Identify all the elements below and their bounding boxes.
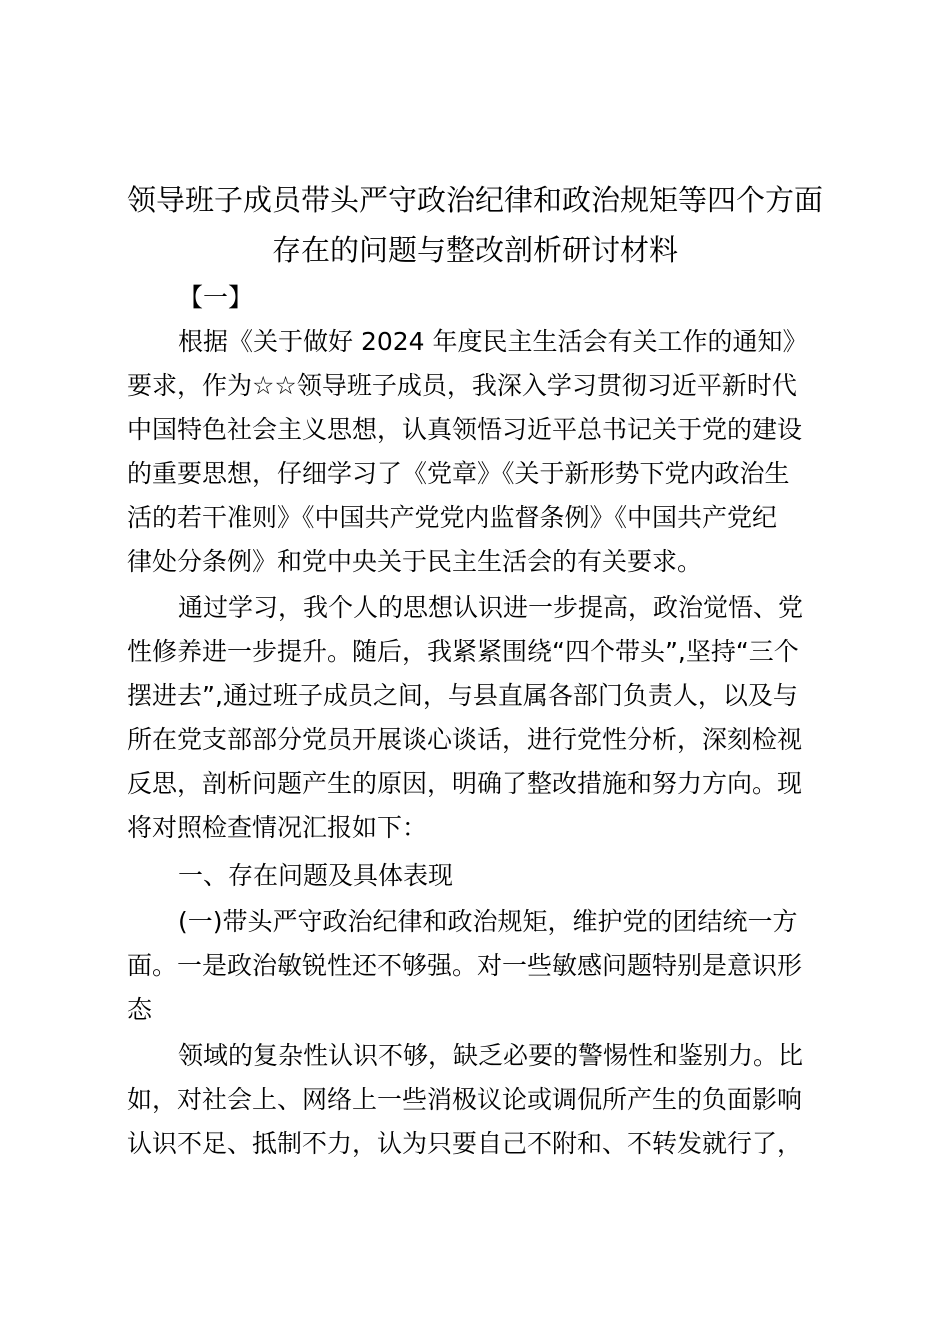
paragraph-line: 面。一是政治敏锐性还不够强。对一些敏感问题特别是意识形: [127, 951, 803, 980]
paragraph-line: 反思，剖析问题产生的原因，明确了整改措施和努力方向。现: [127, 769, 803, 798]
section-heading: 一、存在问题及具体表现: [178, 861, 454, 890]
paragraph-line: 所在党支部部分党员开展谈心谈话，进行党性分析，深刻检视: [127, 725, 803, 754]
paragraph-line: 摆进去”,通过班子成员之间，与县直属各部门负责人，以及与: [127, 681, 798, 710]
paragraph-line: 通过学习，我个人的思想认识进一步提高，政治觉悟、党: [178, 593, 804, 622]
document-title-line-2: 存在的问题与整改剖析研讨材料: [271, 233, 678, 267]
paragraph-line: 如，对社会上、网络上一些消极议论或调侃所产生的负面影响: [127, 1085, 803, 1114]
paragraph-line: 的重要思想，仔细学习了《党章》《关于新形势下党内政治生: [127, 459, 790, 488]
paragraph-line: 认识不足、抵制不力，认为只要自己不附和、不转发就行了，: [127, 1129, 803, 1158]
paragraph-line: 性修养进一步提升。随后，我紧紧围绕“四个带头”,坚持“三个: [127, 637, 799, 666]
paragraph-line: 中国特色社会主义思想，认真领悟习近平总书记关于党的建设: [127, 415, 803, 444]
paragraph-line: 将对照检查情况汇报如下：: [127, 813, 428, 842]
paragraph-line: 律处分条例》和党中央关于民主生活会的有关要求。: [127, 547, 703, 576]
paragraph-line: 活的若干准则》《中国共产党党内监督条例》《中国共产党纪: [127, 503, 778, 532]
paragraph-line: 态: [127, 995, 153, 1024]
paragraph-line: 根据《关于做好 2024 年度民主生活会有关工作的通知》: [178, 327, 808, 356]
paragraph-line: 要求，作为☆☆领导班子成员，我深入学习贯彻习近平新时代: [127, 371, 797, 400]
section-marker: 【一】: [178, 283, 254, 312]
paragraph-line: (一)带头严守政治纪律和政治规矩，维护党的团结统一方: [178, 907, 798, 936]
paragraph-line: 领域的复杂性认识不够，缺乏必要的警惕性和鉴别力。比: [178, 1041, 804, 1070]
document-title-line-1: 领导班子成员带头严守政治纪律和政治规矩等四个方面: [126, 183, 823, 217]
